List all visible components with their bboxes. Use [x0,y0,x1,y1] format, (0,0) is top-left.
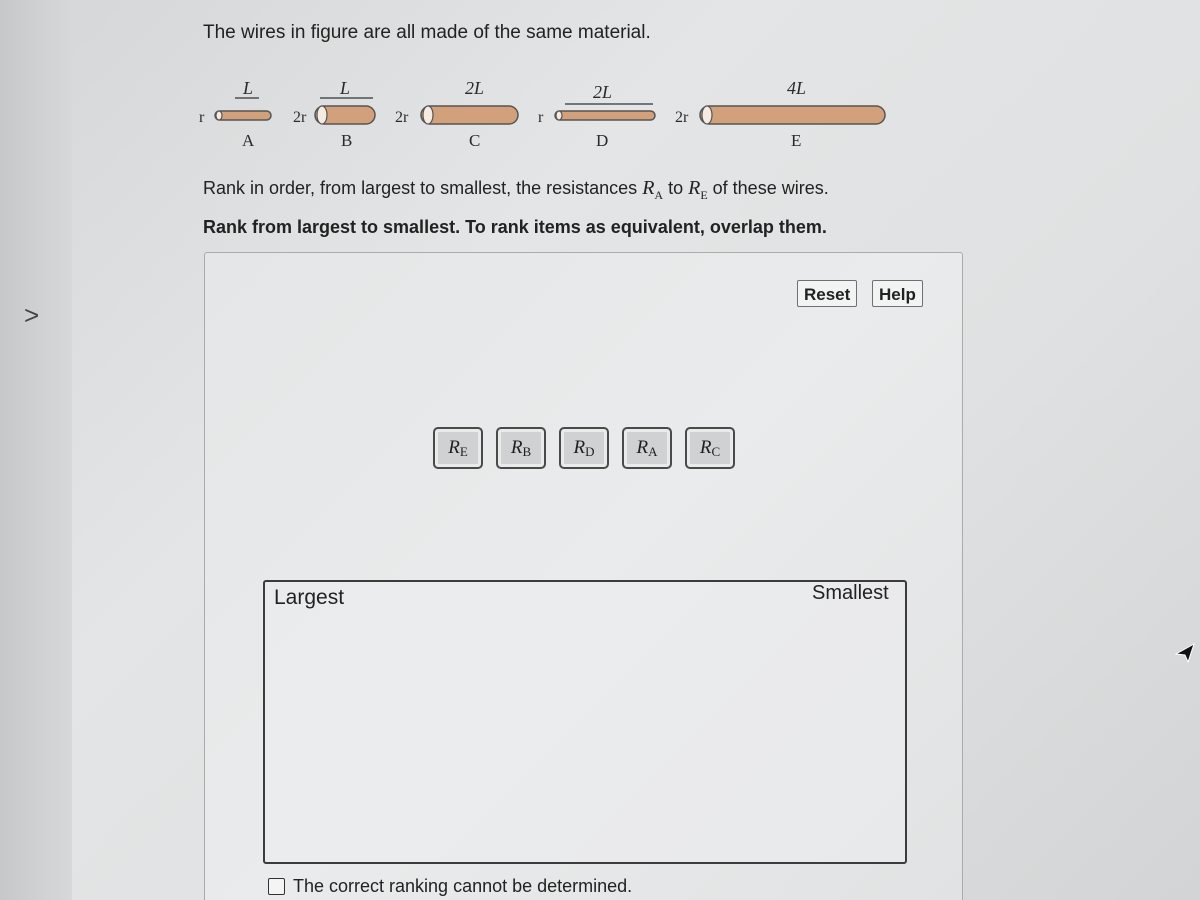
ranking-instruction: Rank from largest to smallest. To rank items as equivalent, overlap them. [203,217,827,237]
wire-b [293,78,375,150]
tile-resistance-a[interactable] [622,427,672,469]
tile-symbol: R [573,437,586,458]
wire-d-length-label: 2L [593,82,613,102]
tile-subscript: C [711,444,721,459]
question-text-before: Rank in order, from largest to smallest, the resistances [203,178,643,198]
wire-b-radius-label: 2r [293,109,307,126]
wire-c [395,78,518,150]
left-sidebar-strip [0,0,72,900]
wire-e-radius-label: 2r [675,109,689,126]
chevron-right-icon[interactable]: > [24,300,40,330]
tile-symbol: R [510,437,523,458]
question-text-after: of these wires. [707,178,829,198]
wire-d-label: D [596,131,609,150]
cannot-determine-checkbox[interactable] [268,878,285,895]
tile-subscript: A [648,444,658,459]
wire-d [538,82,655,150]
problem-statement: The wires in figure are all made of the same material. [203,22,651,43]
ranking-drop-zone[interactable] [263,580,907,864]
wire-b-label: B [341,131,353,150]
tile-resistance-e[interactable] [433,427,483,469]
wire-e-length-label: 4L [787,78,807,98]
tile-symbol: R [636,437,649,458]
cannot-determine-label: The correct ranking cannot be determined. [293,876,633,896]
wire-a-radius-label: r [199,109,205,126]
tile-symbol: R [699,437,712,458]
question-var-end: $R_E$ [688,177,708,202]
help-button[interactable]: Help [872,280,923,307]
cannot-determine-option[interactable] [268,876,632,897]
tile-subscript: E [459,444,468,459]
question-text-middle: to [663,178,689,198]
reset-button[interactable]: Reset [797,280,857,307]
tile-subscript: D [585,444,595,459]
smallest-label: Smallest [812,582,889,604]
tile-symbol: R [448,437,460,458]
tile-resistance-b[interactable] [496,427,546,469]
tile-resistance-d[interactable] [559,427,609,469]
wires-figure [195,70,915,160]
mouse-cursor-icon [1172,640,1200,668]
tile-resistance-c[interactable] [685,427,735,469]
largest-label: Largest [274,586,345,609]
wire-c-label: C [469,131,481,150]
wire-a-label: A [242,131,255,150]
wire-c-length-label: 2L [465,78,485,98]
tile-subscript: B [522,444,532,459]
question-var-start: $R_A$ [642,177,664,202]
wire-d-radius-label: r [538,109,544,126]
wire-e [675,78,885,150]
ranking-question [203,177,829,203]
wire-c-radius-label: 2r [395,109,409,126]
wire-e-label: E [791,131,802,150]
wire-a-length-label: L [243,78,254,98]
wire-a [199,78,271,150]
wire-b-length-label: L [340,78,351,98]
